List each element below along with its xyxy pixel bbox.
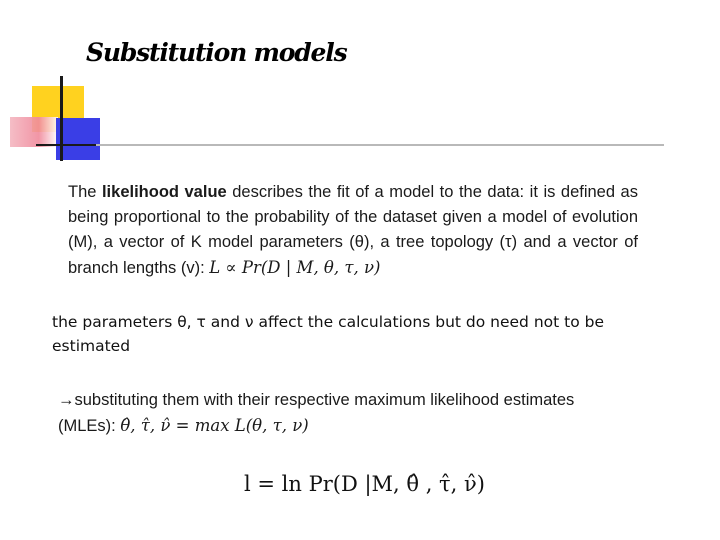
log-likelihood-formula: l = ln Pr(D |M, θ̂ , τ̂, ν̂)	[244, 472, 485, 496]
decor-vertical-line	[60, 76, 63, 161]
parameters-note: the parameters θ, τ and ν affect the calculations but do need not to be estimated	[52, 313, 604, 355]
para3-text: substituting them with their respective maximum likelihood estimates (MLEs):	[58, 391, 575, 435]
arrow-icon: →	[58, 391, 75, 409]
para3-mle-formula: θ̂, τ̂, ν̂ = max L(θ, τ, ν)	[120, 416, 309, 435]
mle-paragraph	[58, 388, 578, 439]
title-divider	[36, 144, 664, 146]
para1-likelihood-formula: L ∝ Pr(D | M, θ, τ, ν)	[209, 258, 381, 277]
slide-title: Substitution models	[86, 38, 347, 67]
decor-pink-square	[10, 117, 58, 147]
para1-bold-term: likelihood value	[101, 183, 227, 201]
likelihood-paragraph	[68, 180, 638, 281]
title-divider-accent	[36, 144, 96, 146]
para1-prefix: The	[68, 183, 102, 201]
para1-text: describes the fit of a model to the data: it is defined as being proportional to the probability of the dataset given a model of evolution (M), a vector of K model parameters (θ), a tree topology (τ) and a vector of branch lengths (v):	[68, 183, 638, 277]
